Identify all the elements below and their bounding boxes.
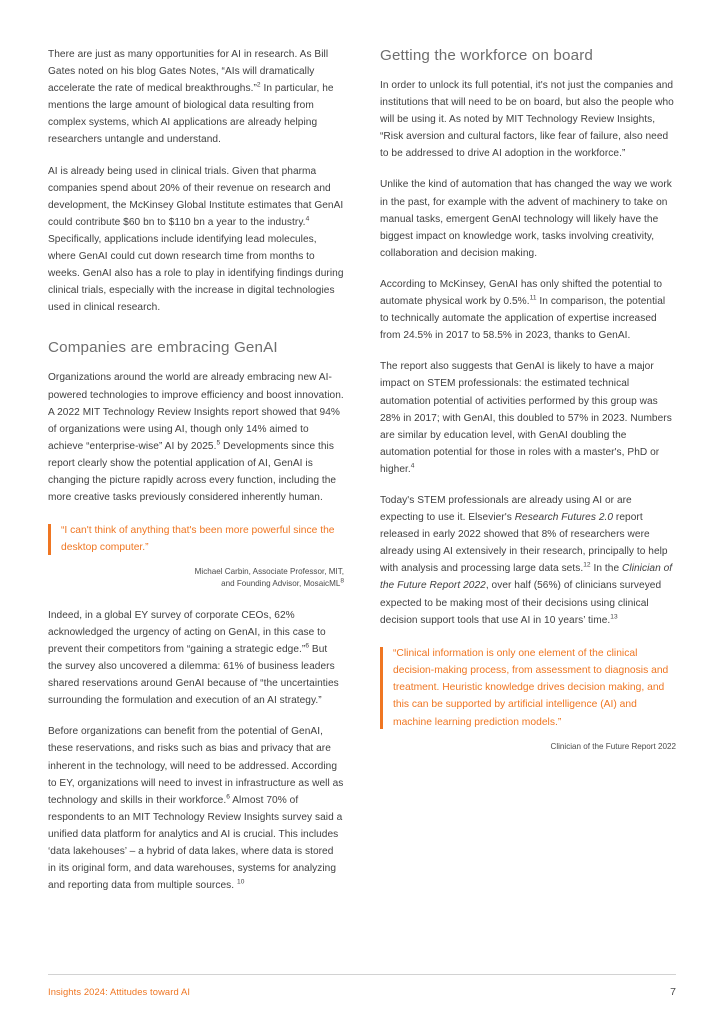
paragraph: In order to unlock its full potential, it's not just the companies and institutions that will need to be on board, but also the people who will be using it. As noted by MIT Technology Review Insights, “Risk aversion and cultural factors, like fear of failure, also need to be addressed to drive AI adoption in the workforce.” [380,80,674,160]
paragraph-text: Indeed, in a global EY survey of corporate CEOs, 62% acknowledged the urgency of acting on GenAI, in this case to prevent their competitors from “gaining a strategic edge.” [48,609,326,655]
footer-row [48,986,676,998]
paragraph-text-continued: Specifically, applications include identifying lead molecules, where GenAI could cut down research time from months to weeks. GenAI also has a role to play in identifying findings during clinical trials, especially with the increase in digital technologies used in clinical research. [48,233,344,314]
footer-title: Insights 2024: Attitudes toward AI [48,986,191,997]
paragraph-text: Organizations around the world are already embracing new AI-powered technologies to improve efficiency and boost innovation. A 2022 MIT Technology Review Insights report showed that 94% of organizations were using AI, though only 14% aimed to achieve “enterprise-wise” AI by 2025. [48,372,344,452]
footer-divider [48,974,676,975]
paragraph-text-continued: Almost 70% of respondents to an MIT Technology Review Insights survey said a unified data platform for analytics and AI is crucial. This includes ‘data lakehouses’ – a hybrid of data lakes, where data is stored in its original form, and data warehouses, systems for analyzing and reporting data from multiple sources. [48,794,343,892]
footnote-marker: 10 [236,878,245,886]
paragraph-text: Today's STEM professionals are already using AI or are expecting to use it. Elsevier's [380,494,632,524]
report-title-italic: Research Futures 2.0 [514,512,614,524]
pullquote-text: “Clinical information is only one element of the clinical decision-making process, from assessment to diagnosis and treatment. Heuristic knowledge drives decision making, and this can be supported by artificial intelligence (AI) and machine learning prediction models.” [393,647,669,728]
attribution-line: Michael Carbin, Associate Professor, MIT, [194,566,344,576]
paragraph [380,492,676,629]
footnote-marker: 2 [256,81,261,89]
section-heading-getting-workforce-on-board: Getting the workforce on board [380,47,594,64]
pullquote-clinician [380,645,676,731]
pullquote-attribution: Clinician of the Future Report 2022 [550,741,676,751]
paragraph-text: According to McKinsey, GenAI has only shifted the potential to automate physical work by 0.5%. [380,278,663,308]
right-column [380,46,676,946]
paragraph-text: In the [590,563,623,575]
paragraph: Unlike the kind of automation that has changed the way we work in the past, for example with the advent of machinery to take on manual tasks, emergent GenAI technology will likely have the biggest impact on knowledge work, tasks involving creativity, collaboration and decision making. [380,179,672,259]
paragraph-text: There are just as many opportunities for AI in research. As Bill Gates noted on his blog Gates Notes, “AIs will dramatically accelerate the rate of medical breakthroughs.” [48,49,329,95]
paragraph [48,163,344,317]
pullquote-carbin [48,522,344,556]
paragraph-text-continued: In particular, he mentions the large amount of biological data resulting from complex systems, which AI applications are already helping researchers untangle and understand. [48,83,334,146]
paragraph-text: report released in early 2022 showed that 8% of researchers were already using AI extensively in their research, principally to help with analysis and processing large data sets. [380,512,668,575]
footnote-marker: 12 [583,561,591,569]
footnote-marker: 13 [610,613,618,621]
footnote-marker: 6 [226,793,230,801]
page-footer [48,974,676,998]
paragraph [380,358,676,478]
report-title-italic: Clinician of the Future Report 2022 [380,563,673,592]
section-heading-companies-embracing-genai: Companies are embracing GenAI [48,339,278,357]
paragraph-text-continued: In comparison, the potential to technically automate the application of expertise increased from 24.5% in 2017 to 58.5% in 2023, thanks to GenAI. [380,296,666,342]
paragraph [380,276,676,344]
paragraph [48,607,344,710]
left-column [48,46,344,946]
paragraph [48,46,344,149]
footnote-marker: 4 [410,462,415,470]
paragraph [48,723,344,894]
footnote-marker: 5 [216,439,221,447]
paragraph-text: Before organizations can benefit from the potential of GenAI, these reservations, and risks such as bias and privacy that are inherent in the technology, will need to be addressed. According to EY, organizations will need to invest in infrastructure as well as technology and skills in their workforce. [48,726,344,806]
paragraph-text: The report also suggests that GenAI is likely to have a major impact on STEM professionals: the estimated technical automation potential of activities performed by this group was 28% in 2017; with GenAI, this doubled to 57% in 2023. Numbers are similar by education level, with GenAI doubling the automation potential for those in roles with a master's, PhD or higher. [380,361,672,475]
paragraph-text: , over half (56%) of clinicians surveyed expected to be making most of their decisions using clinical decision support tools that use AI in 10 years’ time. [380,580,662,626]
footnote-marker: 8 [340,577,344,585]
paragraph-text-continued: But the survey also uncovered a dilemma: 61% of business leaders shared reservations around GenAI because of “the uncertainties surrounding the formulation and execution of an AI strategy.” [48,643,339,707]
attribution-text: and Founding Advisor, MosaicML [221,579,341,589]
footnote-marker: 4 [305,215,310,223]
paragraph-text: AI is already being used in clinical trials. Given that pharma companies spend about 20% of their revenue on research and development, the McKinsey Global Institute estimates that GenAI could contribute $60 bn to $110 bn a year to the industry. [48,165,344,228]
pullquote-attribution [48,566,344,591]
page-content [48,46,676,946]
pullquote-text: “I can't think of anything that's been more powerful since the desktop computer.” [61,525,335,554]
page-number: 7 [670,986,676,998]
paragraph [48,369,344,506]
attribution-line [48,578,344,591]
footnote-marker: 6 [305,642,310,650]
footnote-marker: 11 [529,294,537,302]
paragraph-text-continued: Developments since this report clearly show the potential application of AI, GenAI is changing the picture rapidly across every function, including the more creative tasks previously considered inherently human. [48,440,337,504]
